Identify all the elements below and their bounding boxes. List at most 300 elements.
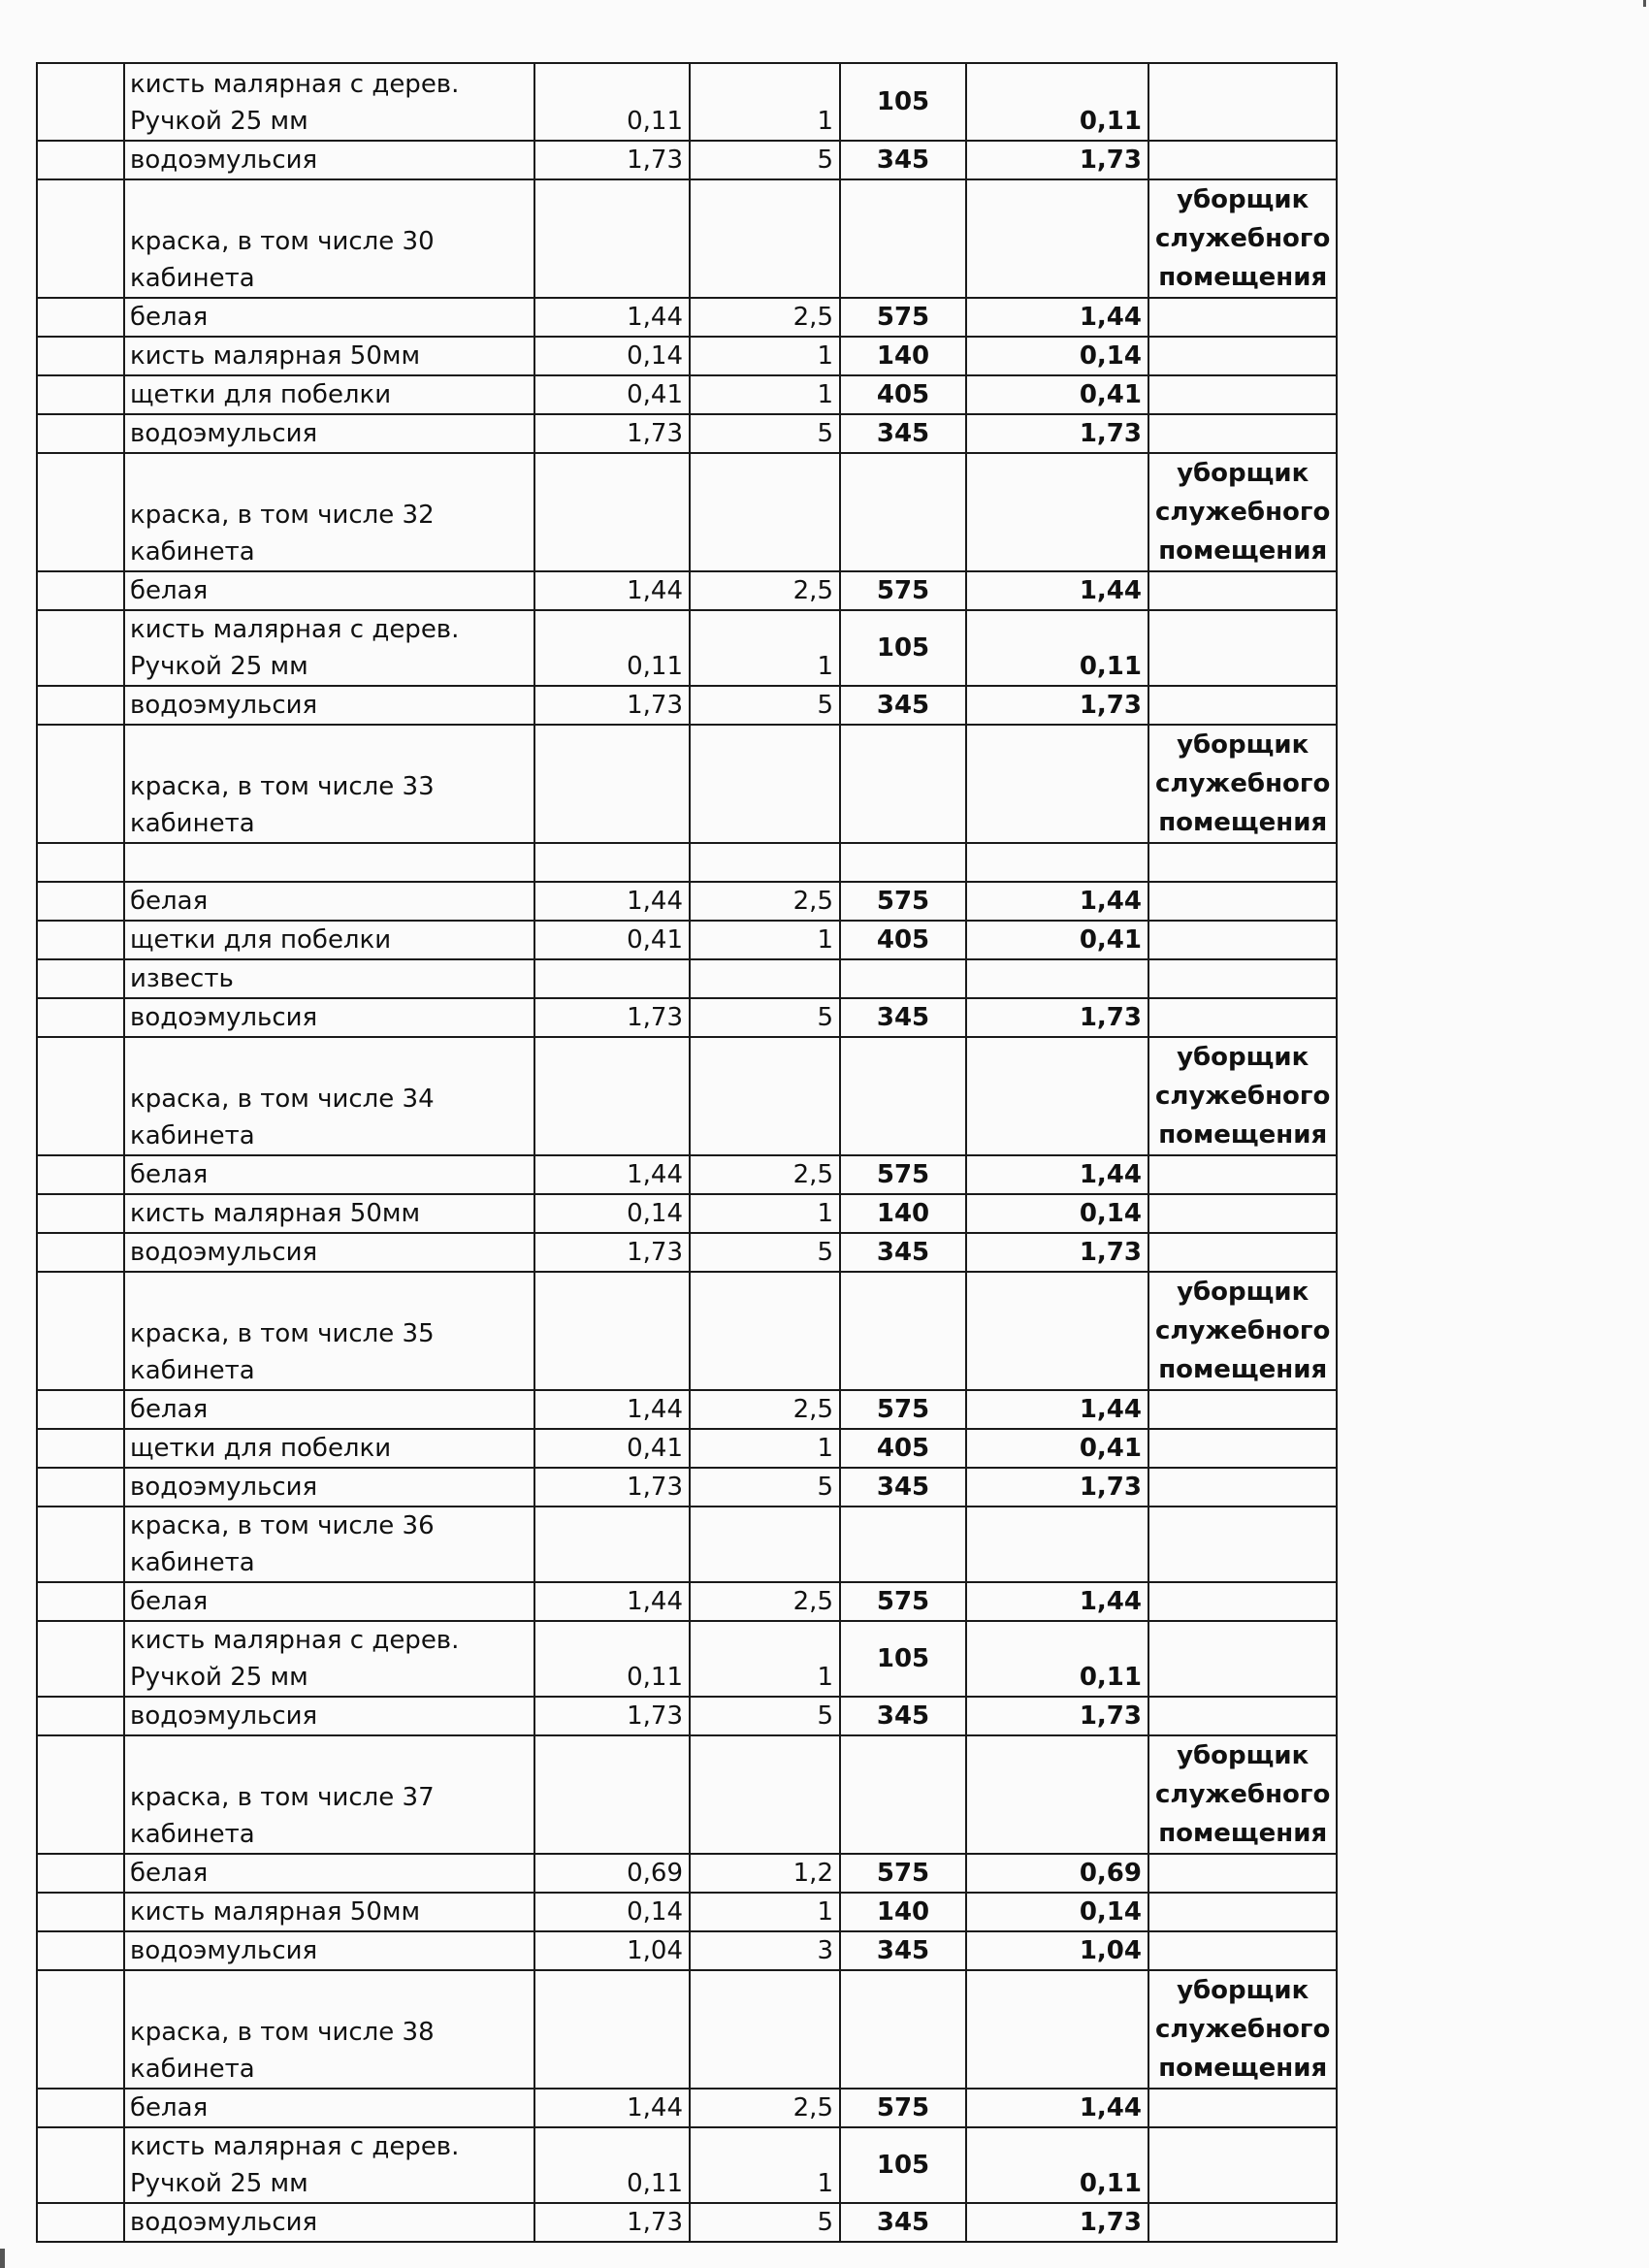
item-name-cell: краска, в том числе 35 кабинета	[124, 1272, 534, 1390]
count-cell	[690, 1735, 840, 1854]
item-name-cell: водоэмульсия	[124, 1468, 534, 1507]
sum-cell: 0,11	[966, 610, 1148, 686]
table-row	[37, 1390, 1337, 1429]
responsible-cell: уборщик служебного помещения	[1148, 1735, 1337, 1854]
table-row	[37, 725, 1337, 843]
table-row	[37, 2127, 1337, 2203]
item-name-cell: щетки для побелки	[124, 1429, 534, 1468]
quantity-cell: 0,14	[534, 1893, 690, 1931]
price-cell: 575	[840, 882, 966, 921]
table-row	[37, 1233, 1337, 1272]
item-name-cell: белая	[124, 1854, 534, 1893]
count-cell: 1	[690, 1621, 840, 1697]
item-name-cell: кисть малярная с дерев. Ручкой 25 мм	[124, 610, 534, 686]
table-row	[37, 414, 1337, 453]
responsible-cell	[1148, 1582, 1337, 1621]
price-cell	[840, 1037, 966, 1155]
count-cell: 5	[690, 1468, 840, 1507]
row-number-cell	[37, 1931, 124, 1970]
quantity-cell: 1,73	[534, 414, 690, 453]
price-cell	[840, 1272, 966, 1390]
responsible-cell	[1148, 1854, 1337, 1893]
count-cell: 5	[690, 2203, 840, 2242]
price-cell: 105	[840, 2127, 966, 2203]
price-cell	[840, 1735, 966, 1854]
sum-cell	[966, 1735, 1148, 1854]
quantity-cell: 0,14	[534, 337, 690, 375]
responsible-cell	[1148, 2127, 1337, 2203]
price-cell: 345	[840, 141, 966, 179]
quantity-cell: 0,11	[534, 63, 690, 141]
count-cell: 3	[690, 1931, 840, 1970]
price-cell: 345	[840, 998, 966, 1037]
quantity-cell: 0,11	[534, 1621, 690, 1697]
row-number-cell	[37, 882, 124, 921]
price-cell	[840, 179, 966, 298]
table-row	[37, 571, 1337, 610]
responsible-cell	[1148, 298, 1337, 337]
item-name-cell: краска, в том числе 38 кабинета	[124, 1970, 534, 2089]
count-cell	[690, 725, 840, 843]
row-number-cell	[37, 686, 124, 725]
item-name-cell: белая	[124, 571, 534, 610]
count-cell: 2,5	[690, 571, 840, 610]
sum-cell: 1,44	[966, 571, 1148, 610]
item-name-cell: краска, в том числе 37 кабинета	[124, 1735, 534, 1854]
quantity-cell: 0,69	[534, 1854, 690, 1893]
item-name-cell: краска, в том числе 36 кабинета	[124, 1507, 534, 1582]
responsible-cell	[1148, 1931, 1337, 1970]
quantity-cell: 1,73	[534, 1697, 690, 1735]
quantity-cell: 1,44	[534, 1155, 690, 1194]
sum-cell	[966, 179, 1148, 298]
price-cell: 140	[840, 337, 966, 375]
row-number-cell	[37, 1233, 124, 1272]
table-row	[37, 337, 1337, 375]
responsible-cell	[1148, 1507, 1337, 1582]
item-name-cell	[124, 843, 534, 882]
table-row	[37, 1697, 1337, 1735]
table-row	[37, 1429, 1337, 1468]
responsible-cell: уборщик служебного помещения	[1148, 725, 1337, 843]
row-number-cell	[37, 1735, 124, 1854]
row-number-cell	[37, 2203, 124, 2242]
quantity-cell	[534, 1272, 690, 1390]
table-row	[37, 298, 1337, 337]
price-cell: 105	[840, 63, 966, 141]
table-row	[37, 882, 1337, 921]
quantity-cell: 1,73	[534, 998, 690, 1037]
responsible-cell	[1148, 1697, 1337, 1735]
count-cell: 1	[690, 337, 840, 375]
count-cell: 2,5	[690, 1390, 840, 1429]
quantity-cell: 0,14	[534, 1194, 690, 1233]
item-name-cell: белая	[124, 1155, 534, 1194]
row-number-cell	[37, 1582, 124, 1621]
quantity-cell: 1,73	[534, 686, 690, 725]
sum-cell: 0,11	[966, 1621, 1148, 1697]
row-number-cell	[37, 843, 124, 882]
price-cell: 575	[840, 1155, 966, 1194]
table-row	[37, 1272, 1337, 1390]
item-name-cell: водоэмульсия	[124, 1697, 534, 1735]
responsible-cell	[1148, 1194, 1337, 1233]
sum-cell	[966, 843, 1148, 882]
count-cell: 1	[690, 921, 840, 959]
table-row	[37, 1893, 1337, 1931]
table-row	[37, 686, 1337, 725]
table-row	[37, 959, 1337, 998]
row-number-cell	[37, 1155, 124, 1194]
row-number-cell	[37, 63, 124, 141]
responsible-cell	[1148, 63, 1337, 141]
sum-cell: 0,41	[966, 921, 1148, 959]
table-row	[37, 843, 1337, 882]
count-cell	[690, 179, 840, 298]
sum-cell: 0,14	[966, 1893, 1148, 1931]
table-row	[37, 63, 1337, 141]
price-cell: 140	[840, 1194, 966, 1233]
responsible-cell	[1148, 1233, 1337, 1272]
responsible-cell	[1148, 2203, 1337, 2242]
responsible-cell	[1148, 882, 1337, 921]
item-name-cell: белая	[124, 1390, 534, 1429]
item-name-cell: белая	[124, 1582, 534, 1621]
table-row	[37, 1037, 1337, 1155]
item-name-cell: водоэмульсия	[124, 998, 534, 1037]
sum-cell: 1,73	[966, 414, 1148, 453]
quantity-cell: 1,73	[534, 1233, 690, 1272]
price-cell: 575	[840, 1582, 966, 1621]
price-cell	[840, 959, 966, 998]
sum-cell: 0,11	[966, 2127, 1148, 2203]
quantity-cell: 0,41	[534, 921, 690, 959]
responsible-cell	[1148, 1429, 1337, 1468]
price-cell: 105	[840, 610, 966, 686]
quantity-cell	[534, 959, 690, 998]
row-number-cell	[37, 2089, 124, 2127]
quantity-cell: 1,44	[534, 1390, 690, 1429]
responsible-cell: уборщик служебного помещения	[1148, 1970, 1337, 2089]
count-cell	[690, 453, 840, 571]
row-number-cell	[37, 453, 124, 571]
quantity-cell	[534, 453, 690, 571]
table-row	[37, 2203, 1337, 2242]
item-name-cell: кисть малярная с дерев. Ручкой 25 мм	[124, 1621, 534, 1697]
count-cell	[690, 959, 840, 998]
count-cell	[690, 1970, 840, 2089]
sum-cell: 0,11	[966, 63, 1148, 141]
price-cell	[840, 843, 966, 882]
responsible-cell	[1148, 1468, 1337, 1507]
quantity-cell	[534, 1735, 690, 1854]
sum-cell: 1,73	[966, 1468, 1148, 1507]
quantity-cell: 1,04	[534, 1931, 690, 1970]
count-cell: 1	[690, 63, 840, 141]
price-cell: 575	[840, 1390, 966, 1429]
price-cell: 345	[840, 1697, 966, 1735]
responsible-cell	[1148, 571, 1337, 610]
sum-cell	[966, 1507, 1148, 1582]
row-number-cell	[37, 998, 124, 1037]
item-name-cell: краска, в том числе 30 кабинета	[124, 179, 534, 298]
item-name-cell: водоэмульсия	[124, 2203, 534, 2242]
count-cell: 1	[690, 1429, 840, 1468]
count-cell: 5	[690, 998, 840, 1037]
row-number-cell	[37, 141, 124, 179]
sum-cell	[966, 1272, 1148, 1390]
count-cell: 1	[690, 2127, 840, 2203]
item-name-cell: кисть малярная 50мм	[124, 337, 534, 375]
responsible-cell	[1148, 2089, 1337, 2127]
price-cell: 575	[840, 298, 966, 337]
item-name-cell: водоэмульсия	[124, 1233, 534, 1272]
responsible-cell	[1148, 141, 1337, 179]
row-number-cell	[37, 610, 124, 686]
row-number-cell	[37, 1970, 124, 2089]
quantity-cell: 0,11	[534, 610, 690, 686]
count-cell: 2,5	[690, 298, 840, 337]
row-number-cell	[37, 1194, 124, 1233]
responsible-cell	[1148, 843, 1337, 882]
row-number-cell	[37, 1854, 124, 1893]
count-cell	[690, 1272, 840, 1390]
responsible-cell	[1148, 375, 1337, 414]
count-cell	[690, 1507, 840, 1582]
sum-cell	[966, 959, 1148, 998]
materials-table-body	[37, 63, 1337, 2242]
row-number-cell	[37, 2127, 124, 2203]
item-name-cell: краска, в том числе 32 кабинета	[124, 453, 534, 571]
price-cell: 405	[840, 375, 966, 414]
quantity-cell: 1,44	[534, 1582, 690, 1621]
count-cell: 2,5	[690, 882, 840, 921]
price-cell: 105	[840, 1621, 966, 1697]
responsible-cell	[1148, 610, 1337, 686]
sum-cell: 1,44	[966, 298, 1148, 337]
item-name-cell: водоэмульсия	[124, 414, 534, 453]
row-number-cell	[37, 725, 124, 843]
row-number-cell	[37, 298, 124, 337]
row-number-cell	[37, 1621, 124, 1697]
quantity-cell: 1,73	[534, 141, 690, 179]
count-cell: 1	[690, 1893, 840, 1931]
responsible-cell: уборщик служебного помещения	[1148, 179, 1337, 298]
responsible-cell	[1148, 686, 1337, 725]
table-row	[37, 2089, 1337, 2127]
sum-cell: 0,69	[966, 1854, 1148, 1893]
price-cell: 345	[840, 686, 966, 725]
row-number-cell	[37, 1697, 124, 1735]
table-row	[37, 1582, 1337, 1621]
table-row	[37, 1931, 1337, 1970]
sum-cell: 1,73	[966, 2203, 1148, 2242]
price-cell: 345	[840, 414, 966, 453]
quantity-cell	[534, 843, 690, 882]
row-number-cell	[37, 337, 124, 375]
row-number-cell	[37, 959, 124, 998]
table-row	[37, 1155, 1337, 1194]
count-cell: 5	[690, 1697, 840, 1735]
quantity-cell: 0,41	[534, 375, 690, 414]
sum-cell: 1,73	[966, 998, 1148, 1037]
sum-cell: 1,44	[966, 1155, 1148, 1194]
price-cell	[840, 453, 966, 571]
row-number-cell	[37, 179, 124, 298]
responsible-cell	[1148, 1390, 1337, 1429]
row-number-cell	[37, 921, 124, 959]
row-number-cell	[37, 375, 124, 414]
table-row	[37, 1194, 1337, 1233]
sum-cell	[966, 725, 1148, 843]
quantity-cell	[534, 1037, 690, 1155]
item-name-cell: кисть малярная 50мм	[124, 1893, 534, 1931]
item-name-cell: водоэмульсия	[124, 1931, 534, 1970]
row-number-cell	[37, 1037, 124, 1155]
price-cell: 140	[840, 1893, 966, 1931]
price-cell: 405	[840, 1429, 966, 1468]
scan-mark-bottom-left	[0, 2249, 5, 2268]
table-row	[37, 141, 1337, 179]
count-cell: 5	[690, 1233, 840, 1272]
row-number-cell	[37, 1468, 124, 1507]
responsible-cell	[1148, 337, 1337, 375]
row-number-cell	[37, 1390, 124, 1429]
count-cell: 5	[690, 686, 840, 725]
quantity-cell	[534, 1507, 690, 1582]
sum-cell	[966, 1970, 1148, 2089]
price-cell: 575	[840, 571, 966, 610]
responsible-cell: уборщик служебного помещения	[1148, 453, 1337, 571]
item-name-cell: белая	[124, 882, 534, 921]
count-cell	[690, 843, 840, 882]
quantity-cell: 1,44	[534, 882, 690, 921]
quantity-cell: 1,73	[534, 2203, 690, 2242]
row-number-cell	[37, 1429, 124, 1468]
responsible-cell	[1148, 1155, 1337, 1194]
price-cell	[840, 725, 966, 843]
sum-cell: 0,14	[966, 337, 1148, 375]
sum-cell: 1,73	[966, 686, 1148, 725]
price-cell: 575	[840, 2089, 966, 2127]
responsible-cell	[1148, 998, 1337, 1037]
responsible-cell	[1148, 959, 1337, 998]
quantity-cell: 0,41	[534, 1429, 690, 1468]
item-name-cell: кисть малярная с дерев. Ручкой 25 мм	[124, 63, 534, 141]
count-cell: 2,5	[690, 1155, 840, 1194]
quantity-cell: 1,44	[534, 2089, 690, 2127]
sum-cell: 1,73	[966, 1233, 1148, 1272]
quantity-cell	[534, 725, 690, 843]
sum-cell: 1,73	[966, 1697, 1148, 1735]
table-row	[37, 610, 1337, 686]
table-row	[37, 1854, 1337, 1893]
item-name-cell: водоэмульсия	[124, 686, 534, 725]
sum-cell: 1,44	[966, 1582, 1148, 1621]
sum-cell: 0,41	[966, 1429, 1148, 1468]
price-cell	[840, 1970, 966, 2089]
quantity-cell	[534, 179, 690, 298]
table-row	[37, 1507, 1337, 1582]
count-cell: 1	[690, 375, 840, 414]
table-row	[37, 998, 1337, 1037]
row-number-cell	[37, 1272, 124, 1390]
count-cell: 2,5	[690, 2089, 840, 2127]
table-row	[37, 375, 1337, 414]
count-cell: 1	[690, 610, 840, 686]
sum-cell	[966, 1037, 1148, 1155]
quantity-cell	[534, 1970, 690, 2089]
quantity-cell: 1,44	[534, 298, 690, 337]
table-row	[37, 179, 1337, 298]
table-row	[37, 1621, 1337, 1697]
scan-mark-top-right	[1643, 0, 1646, 7]
item-name-cell: кисть малярная 50мм	[124, 1194, 534, 1233]
sum-cell: 0,14	[966, 1194, 1148, 1233]
item-name-cell: щетки для побелки	[124, 921, 534, 959]
responsible-cell	[1148, 921, 1337, 959]
table-row	[37, 921, 1337, 959]
item-name-cell: водоэмульсия	[124, 141, 534, 179]
row-number-cell	[37, 414, 124, 453]
count-cell: 2,5	[690, 1582, 840, 1621]
sum-cell: 1,44	[966, 2089, 1148, 2127]
item-name-cell: белая	[124, 298, 534, 337]
price-cell: 345	[840, 1233, 966, 1272]
row-number-cell	[37, 571, 124, 610]
count-cell: 1	[690, 1194, 840, 1233]
table-row	[37, 1468, 1337, 1507]
row-number-cell	[37, 1893, 124, 1931]
sum-cell: 1,44	[966, 882, 1148, 921]
item-name-cell: краска, в том числе 34 кабинета	[124, 1037, 534, 1155]
sum-cell: 0,41	[966, 375, 1148, 414]
table-row	[37, 1970, 1337, 2089]
quantity-cell: 1,73	[534, 1468, 690, 1507]
sum-cell: 1,73	[966, 141, 1148, 179]
price-cell: 345	[840, 1931, 966, 1970]
quantity-cell: 0,11	[534, 2127, 690, 2203]
count-cell: 1,2	[690, 1854, 840, 1893]
responsible-cell	[1148, 1893, 1337, 1931]
row-number-cell	[37, 1507, 124, 1582]
count-cell	[690, 1037, 840, 1155]
sum-cell	[966, 453, 1148, 571]
item-name-cell: кисть малярная с дерев. Ручкой 25 мм	[124, 2127, 534, 2203]
item-name-cell: краска, в том числе 33 кабинета	[124, 725, 534, 843]
item-name-cell: щетки для побелки	[124, 375, 534, 414]
item-name-cell: белая	[124, 2089, 534, 2127]
item-name-cell: известь	[124, 959, 534, 998]
price-cell	[840, 1507, 966, 1582]
price-cell: 575	[840, 1854, 966, 1893]
price-cell: 405	[840, 921, 966, 959]
responsible-cell: уборщик служебного помещения	[1148, 1037, 1337, 1155]
responsible-cell: уборщик служебного помещения	[1148, 1272, 1337, 1390]
price-cell: 345	[840, 2203, 966, 2242]
responsible-cell	[1148, 1621, 1337, 1697]
price-cell: 345	[840, 1468, 966, 1507]
count-cell: 5	[690, 141, 840, 179]
quantity-cell: 1,44	[534, 571, 690, 610]
responsible-cell	[1148, 414, 1337, 453]
count-cell: 5	[690, 414, 840, 453]
sum-cell: 1,44	[966, 1390, 1148, 1429]
materials-table	[36, 62, 1338, 2243]
table-row	[37, 1735, 1337, 1854]
table-row	[37, 453, 1337, 571]
sum-cell: 1,04	[966, 1931, 1148, 1970]
